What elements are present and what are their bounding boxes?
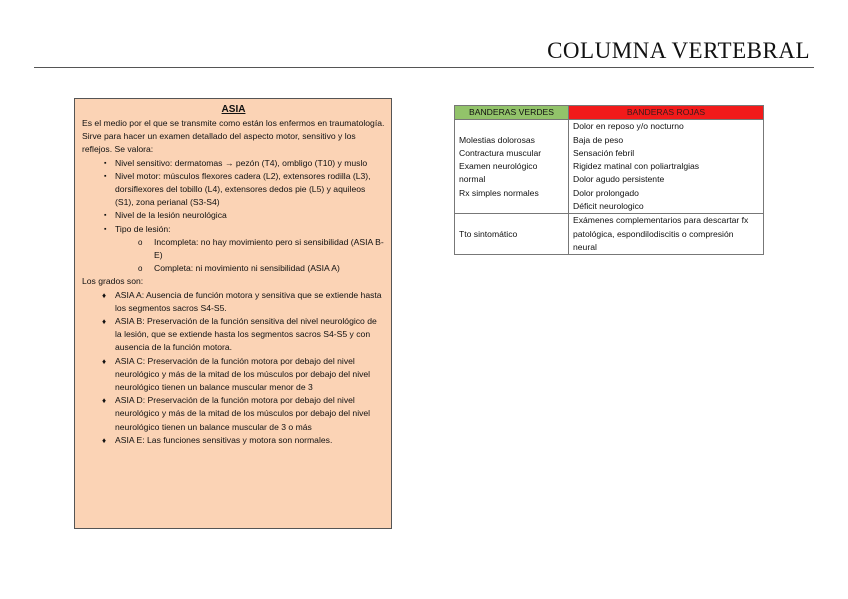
list-item: ▪ Nivel de la lesión neurológica bbox=[82, 209, 385, 222]
red-flag-item: Dolor agudo persistente bbox=[573, 174, 665, 185]
red-flag-item: Dolor en reposo y/o nocturno bbox=[573, 121, 684, 132]
list-item: ♦ ASIA D: Preservación de la función motora por debajo del nivel neurológico y más de la mitad de los músculos por debajo del nivel neurológico tienen un balance muscular de 3 o más bbox=[82, 394, 385, 434]
red-flag-item: Déficit neurologico bbox=[573, 201, 644, 212]
flags-table bbox=[454, 105, 764, 255]
green-flag-item: Contractura muscular bbox=[459, 147, 542, 158]
green-treatment-cell: Tto sintomático bbox=[455, 214, 569, 255]
asia-box bbox=[74, 98, 392, 529]
red-treatment-cell: Exámenes complementarios para descartar fx patológica, espondilodiscitis o compresión neural bbox=[569, 214, 764, 255]
list-item: o Incompleta: no hay movimiento pero si sensibilidad (ASIA B-E) bbox=[82, 236, 385, 262]
green-flag-item: Examen neurológico normal bbox=[459, 161, 538, 185]
list-item: ▪ Tipo de lesión: bbox=[82, 223, 385, 236]
table-row bbox=[455, 120, 764, 214]
green-flags-cell bbox=[455, 120, 569, 214]
list-item: ♦ ASIA B: Preservación de la función sensitiva del nivel neurológico de la lesión, que se extiende hasta los segmentos sacros S4-S5 y con ausencia de la función motora. bbox=[82, 315, 385, 355]
asia-intro: Es el medio por el que se transmite como están los enfermos en traumatología. Sirve para hacer un examen detallado del aspecto motor, sensitivo y los reflejos. Se valora: bbox=[82, 118, 385, 155]
red-flag-item: Rigidez matinal con poliartralgias bbox=[573, 161, 700, 172]
list-item: ♦ ASIA A: Ausencia de función motora y sensitiva que se extiende hasta los segmentos sacros S4-S5. bbox=[82, 289, 385, 315]
asia-title: ASIA bbox=[221, 104, 246, 115]
list-item: ♦ ASIA C: Preservación de la función motora por debajo del nivel neurológico y más de la mitad de los músculos por debajo del nivel neurológico tienen un balance muscular menor de 3 bbox=[82, 355, 385, 395]
lesion-type-list bbox=[82, 236, 385, 276]
title-divider bbox=[34, 67, 814, 68]
red-flag-item: Baja de peso bbox=[573, 134, 624, 145]
green-flag-item: Rx simples normales bbox=[459, 187, 539, 198]
grades-list bbox=[82, 289, 385, 447]
table-row bbox=[455, 214, 764, 255]
list-item: ▪ Nivel motor: músculos flexores cadera (L2), extensores rodilla (L3), dorsiflexores del tobillo (L4), extensores dedos pie (L5) y aquileos (S1), zona perianal (S3-S4) bbox=[82, 170, 385, 210]
list-item: ♦ ASIA E: Las funciones sensitivas y motora son normales. bbox=[82, 434, 385, 447]
red-flags-cell bbox=[569, 120, 764, 214]
assessed-list bbox=[82, 157, 385, 236]
green-flag-item: Molestias dolorosas bbox=[459, 134, 535, 145]
list-item: o Completa: ni movimiento ni sensibilidad (ASIA A) bbox=[82, 262, 385, 275]
page-title: COLUMNA VERTEBRAL bbox=[547, 38, 810, 63]
red-flag-item: Dolor prolongado bbox=[573, 187, 639, 198]
grades-heading: Los grados son: bbox=[82, 276, 144, 287]
red-flag-item: Sensación febril bbox=[573, 147, 635, 158]
red-flags-header: BANDERAS ROJAS bbox=[569, 106, 764, 120]
list-item: ▪ Nivel sensitivo: dermatomas → pezón (T4), ombligo (T10) y muslo bbox=[82, 157, 385, 170]
green-flags-header: BANDERAS VERDES bbox=[455, 106, 569, 120]
